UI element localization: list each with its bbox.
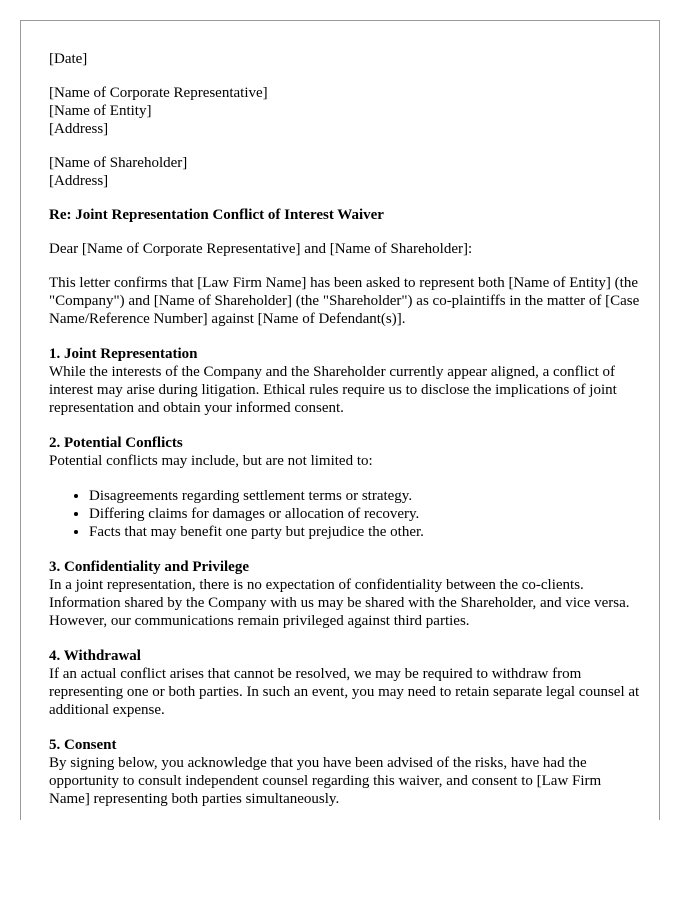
section-body: If an actual conflict arises that cannot be resolved, we may be required to withdraw from representing one or both parties. In such an event, you may need to retain separate legal counsel at additional expense. (49, 666, 640, 718)
section-withdrawal (49, 647, 641, 719)
section-heading: 1. Joint Representation (49, 346, 198, 362)
section-heading: 2. Potential Conflicts (49, 435, 183, 451)
list-item: • Differing claims for damages or allocation of recovery. (89, 505, 641, 523)
section-consent (49, 736, 641, 808)
letter-page (20, 20, 660, 820)
section-potential-conflicts (49, 434, 641, 541)
salutation: Dear [Name of Corporate Representative] and [Name of Shareholder]: (49, 241, 473, 257)
section-heading: 5. Consent (49, 737, 117, 753)
section-body: Potential conflicts may include, but are not limited to: (49, 453, 373, 469)
recipient-entity: [Name of Entity] (49, 103, 152, 119)
list-item: • Facts that may benefit one party but prejudice the other. (89, 523, 641, 541)
section-body: By signing below, you acknowledge that you have been advised of the risks, have had the opportunity to consult independent counsel regarding this waiver, and consent to [Law Firm Name] representing both parties simultaneously. (49, 755, 602, 807)
subject-line: Re: Joint Representation Conflict of Interest Waiver (49, 207, 384, 223)
recipient-address: [Address] (49, 121, 109, 137)
recipient-block (49, 84, 641, 138)
letter-content (49, 50, 641, 808)
recipient-rep-name: [Name of Corporate Representative] (49, 85, 268, 101)
list-item: • Disagreements regarding settlement terms or strategy. (89, 487, 641, 505)
section-confidentiality (49, 558, 641, 630)
shareholder-address: [Address] (49, 173, 109, 189)
shareholder-block (49, 154, 641, 190)
conflicts-list (49, 487, 641, 541)
intro-paragraph: This letter confirms that [Law Firm Name] has been asked to represent both [Name of Entity] (the "Company") and [Name of Shareholder] (the "Shareholder") as co-plaintiffs in the matter of [Case Name/Reference Number] against [Name of Defendant(s)]. (49, 275, 640, 327)
section-body: While the interests of the Company and the Shareholder currently appear aligned, a conflict of interest may arise during litigation. Ethical rules require us to disclose the implications of joint representation and obtain your informed consent. (49, 364, 617, 416)
section-heading: 3. Confidentiality and Privilege (49, 559, 249, 575)
section-joint-representation (49, 345, 641, 417)
section-heading: 4. Withdrawal (49, 648, 141, 664)
shareholder-name: [Name of Shareholder] (49, 155, 188, 171)
section-body: In a joint representation, there is no expectation of confidentiality between the co-clients. Information shared by the Company with us may be shared with the Shareholder, and vice versa. However, our communications remain privileged against third parties. (49, 577, 630, 629)
letter-date: [Date] (49, 51, 88, 67)
